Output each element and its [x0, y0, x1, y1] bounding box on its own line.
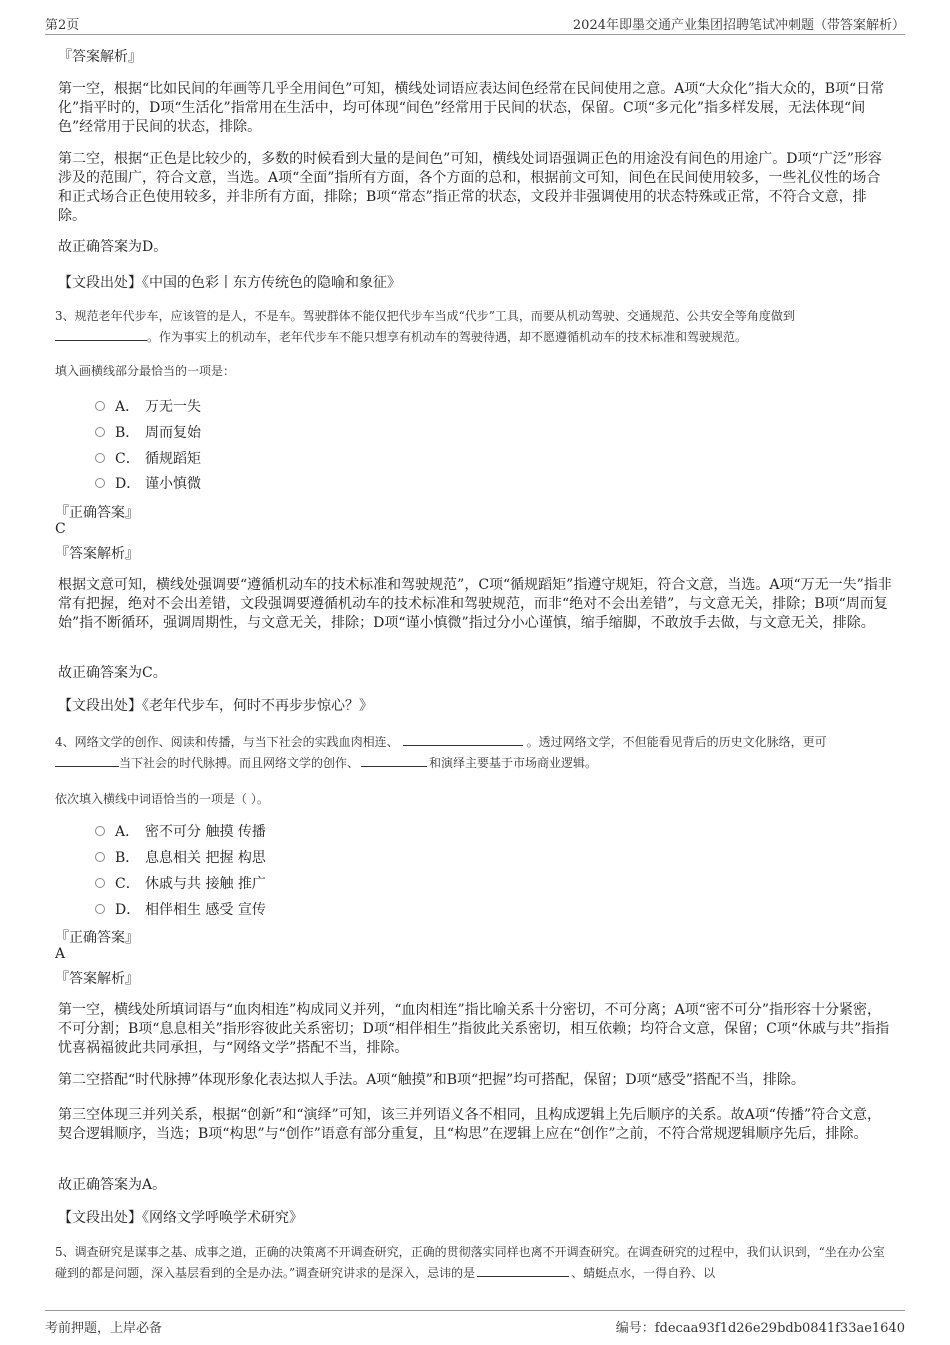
radio-icon[interactable]	[95, 478, 105, 488]
fill-blank	[55, 754, 119, 767]
page-header	[45, 12, 905, 35]
option-c[interactable]: C． 休戚与共 接触 推广	[95, 873, 266, 895]
page-footer	[45, 1310, 905, 1337]
question-stem: 4、网络文学的创作、阅读和传播，与当下社会的实践血肉相连、 。透过网络文学，不但能看见背后的历史文化脉络，更可 当下社会的时代脉搏。而且网络文学的创作、 和演绎主要基于市场商业逻辑。	[55, 735, 827, 770]
document-serial: 编号：fdecaa93f1d26e29bdb0841f33ae1640	[615, 1321, 905, 1336]
fill-blank	[361, 754, 427, 767]
radio-icon[interactable]	[95, 826, 105, 836]
option-d[interactable]: D． 谨小慎微	[95, 473, 201, 495]
conclusion: 故正确答案为C。	[58, 665, 167, 681]
answer-analysis-label: 『答案解析』	[55, 546, 139, 562]
source-citation: 【文段出处】《中国的色彩丨东方传统色的隐喻和象征》	[58, 275, 401, 291]
conclusion: 故正确答案为A。	[58, 1177, 167, 1193]
question-stem: 5、调查研究是谋事之基、成事之道，正确的决策离不开调查研究，正确的贯彻落实同样也离不开调查研究。在调查研究的过程中，我们认识到，“坐在办公室碰到的都是问题，深入基层看到的全是办法。”调查研究讲求的是深入，忌讳的是 、蜻蜓点水，一得自矜、以	[55, 1245, 885, 1280]
fill-blank	[403, 733, 523, 746]
radio-icon[interactable]	[95, 852, 105, 862]
correct-answer: A	[55, 946, 66, 962]
correct-answer-label: 『正确答案』	[55, 505, 139, 521]
source-citation: 【文段出处】《老年代步车，何时不再步步惊心？》	[58, 698, 373, 714]
radio-icon[interactable]	[95, 453, 105, 463]
analysis-paragraph: 第二空，根据“正色是比较少的，多数的时候看到大量的是间色”可知，横线处词语强调正色的用途没有间色的用途广。D项“广泛”形容涉及的范围广，符合文意，当选。A项“全面”指所有方面，各个方面的总和，根据前文可知，间色在民间使用较多，一些礼仪性的场合和正式场合正色使用较多，并非所有方面，排除；B项“常态”指正常的状态，文段并非强调使用的状态特殊或正常，不符合文意，排除。	[58, 151, 882, 224]
option-b[interactable]: B． 息息相关 把握 构思	[95, 847, 266, 869]
option-a[interactable]: A． 万无一失	[95, 396, 201, 418]
radio-icon[interactable]	[95, 904, 105, 914]
option-c[interactable]: C． 循规蹈矩	[95, 448, 201, 470]
source-citation: 【文段出处】《网络文学呼唤学术研究》	[58, 1210, 303, 1226]
analysis-paragraph: 第一空，横线处所填词语与“血肉相连”构成同义并列，“血肉相连”指比喻关系十分密切，不可分离；A项“密不可分”指形容十分紧密，不可分割；B项“息息相关”指形容彼此关系密切；D项“相伴相生”指彼此关系密切，相互依赖；均符合文意，保留；C项“休戚与共”指指忧喜祸福彼此共同承担，与“网络文学”搭配不当，排除。	[58, 1002, 890, 1056]
radio-icon[interactable]	[95, 878, 105, 888]
document-title: 2024年即墨交通产业集团招聘笔试冲刺题（带答案解析）	[572, 18, 905, 33]
fill-blank	[477, 1264, 569, 1277]
footer-slogan: 考前押题，上岸必备	[45, 1321, 163, 1336]
analysis-paragraph: 第一空，根据“比如民间的年画等几乎全用间色”可知，横线处词语应表达间色经常在民间使用之意。A项“大众化”指大众的，B项“日常化”指平时的，D项“生活化”指常用在生活中，均可体现“间色”经常用于民间的状态，保留。C项“多元化”指多样发展，无法体现“间色”经常用于民间的状态，排除。	[58, 81, 885, 135]
radio-icon[interactable]	[95, 401, 105, 411]
analysis-paragraph: 根据文意可知，横线处强调要“遵循机动车的技术标准和驾驶规范”，C项“循规蹈矩”指遵守规矩，符合文意，当选。A项“万无一失”指非常有把握，绝对不会出差错，文段强调要遵循机动车的技术标准和驾驶规范，而非“绝对不会出差错”，与文意无关，排除；B项“周而复始”指不断循环，强调周期性，与文意无关，排除；D项“谨小慎微”指过分小心谨慎，缩手缩脚，不敢放手去做，与文意无关，排除。	[58, 577, 892, 631]
question-prompt: 填入画横线部分最恰当的一项是：	[55, 364, 236, 378]
page-number: 第2页	[45, 18, 80, 33]
option-a[interactable]: A． 密不可分 触摸 传播	[95, 821, 266, 843]
question-stem: 3、规范老年代步车，应该管的是人，不是车。驾驶群体不能仅把代步车当成“代步”工具，而要从机动驾驶、交通规范、公共安全等角度做到 。作为事实上的机动车，老年代步车不能只想享有机动车的驾驶待遇，却不愿遵循机动车的技术标准和驾驶规范。	[55, 309, 795, 344]
conclusion: 故正确答案为D。	[58, 239, 168, 255]
correct-answer-label: 『正确答案』	[55, 930, 139, 946]
question-prompt: 依次填入横线中词语恰当的一项是（ ）。	[55, 792, 269, 806]
analysis-paragraph: 第三空体现三并列关系，根据“创新”和“演绎”可知，该三并列语义各不相同，且构成逻辑上先后顺序的关系。故A项“传播”符合文意，契合逻辑顺序，当选；B项“构思”与“创作”语意有部分重复，且“构思”在逻辑上应在“创作”之前，不符合常规逻辑顺序先后，排除。	[58, 1107, 882, 1142]
answer-analysis-label: 『答案解析』	[58, 49, 142, 65]
correct-answer: C	[55, 521, 66, 537]
option-b[interactable]: B． 周而复始	[95, 422, 201, 444]
answer-analysis-label: 『答案解析』	[55, 971, 139, 987]
option-d[interactable]: D． 相伴相生 感受 宣传	[95, 899, 266, 921]
radio-icon[interactable]	[95, 427, 105, 437]
fill-blank	[55, 328, 147, 341]
analysis-paragraph: 第二空搭配“时代脉搏”体现形象化表达拟人手法。A项“触摸”和B项“把握”均可搭配，保留；D项“感受”搭配不当，排除。	[58, 1072, 805, 1088]
